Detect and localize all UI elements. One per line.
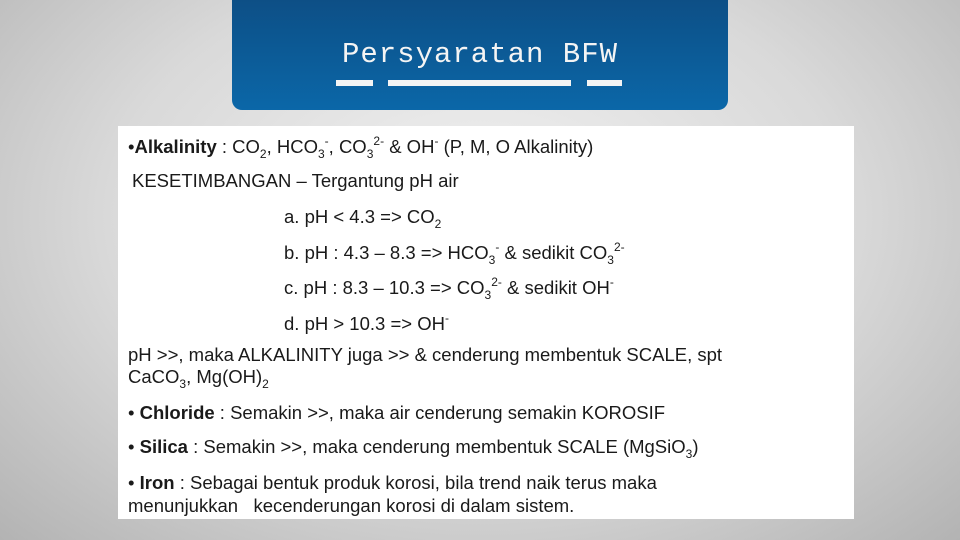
ph-note-line1: pH >>, maka ALKALINITY juga >> & cenderung membentuk SCALE, spt xyxy=(128,344,723,365)
title-underline xyxy=(587,80,622,86)
silica-line: • Silica : Semakin >>, maka cenderung membentuk SCALE (MgSiO$_3$) xyxy=(128,436,699,461)
iron-line1: • Iron : Sebagai bentuk produk korosi, bila trend naik terus maka xyxy=(128,472,657,493)
ph-note-line2: CaCO$_3$, $Mg(OH)_2$ xyxy=(128,366,269,391)
title-underline xyxy=(336,80,373,86)
item-c: c. pH : $8.3 - 10.3 => CO_3^{2-}$ & sedikit OH- xyxy=(284,275,614,302)
title-underline xyxy=(388,80,571,86)
item-d: d. pH > 10.3 => OH- xyxy=(284,311,449,334)
alkalinity-line: •Alkalinity : $CO_2$, $HCO_3^-$, $CO_3^{2-}$ & OH- (P, M, O Alkalinity) xyxy=(128,134,594,161)
equilibrium-line: KESETIMBANGAN – Tergantung pH air xyxy=(132,170,459,191)
item-b: b. pH : $4.3 - 8.3 => HCO_3^-$ & sedikit $CO_3^{2-}$ xyxy=(284,240,625,267)
item-a: a. pH < $4.3 => CO_2$ xyxy=(284,206,442,231)
content-image xyxy=(118,126,854,519)
slide-title: Persyaratan BFW xyxy=(341,38,619,71)
iron-line2: menunjukkan kecenderungan korosi di dalam sistem. xyxy=(128,495,575,516)
chloride-line: • Chloride : Semakin >>, maka air cenderung semakin KOROSIF xyxy=(128,402,666,423)
title-banner xyxy=(232,0,728,110)
